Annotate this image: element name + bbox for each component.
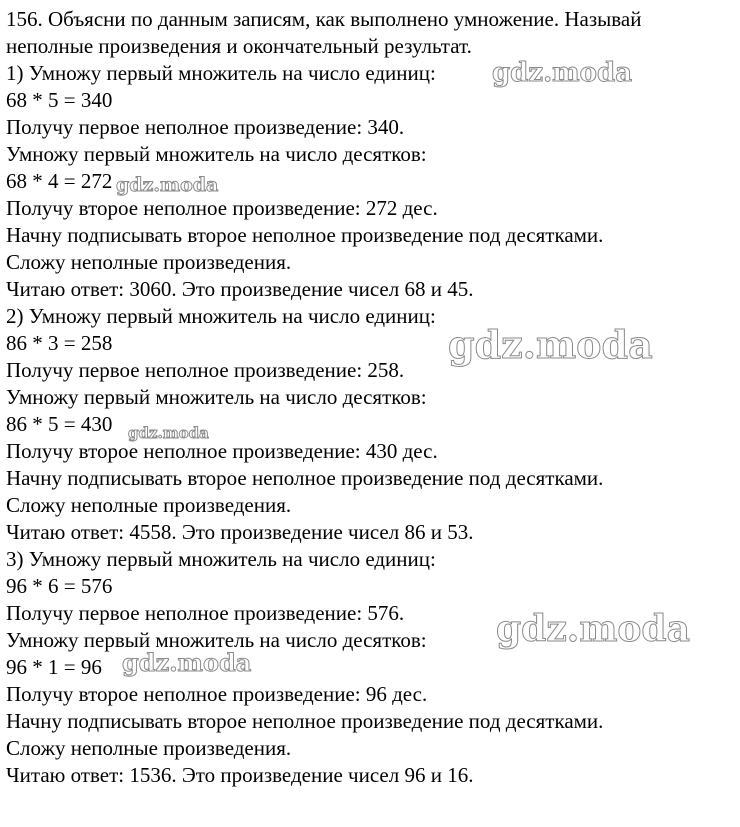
part-2-align-note: Начну подписывать второе неполное произведение под десятками. <box>6 466 604 490</box>
part-1-calc-tens: 68 * 4 = 272 <box>6 169 113 193</box>
part-1-partial-1: Получу первое неполное произведение: 340. <box>6 115 405 139</box>
part-2-calc-units: 86 * 3 = 258 <box>6 331 113 355</box>
watermark: gdz.moda <box>448 322 653 367</box>
watermark: gdz.moda <box>116 174 219 196</box>
part-3-answer: Читаю ответ: 1536. Это произведение чисел 96 и 16. <box>6 763 474 787</box>
part-1-sum-note: Сложу неполные произведения. <box>6 250 292 274</box>
part-1-answer: Читаю ответ: 3060. Это произведение чисел 68 и 45. <box>6 277 474 301</box>
part-3-partial-2: Получу второе неполное произведение: 96 дес. <box>6 682 428 706</box>
part-3-sum-note: Сложу неполные произведения. <box>6 736 292 760</box>
part-2-step-tens: Умножу первый множитель на число десятков: <box>6 385 427 409</box>
part-1-align-note: Начну подписывать второе неполное произведение под десятками. <box>6 223 604 247</box>
part-2-partial-2: Получу второе неполное произведение: 430 дес. <box>6 439 438 463</box>
part-2-step-units: 2) Умножу первый множитель на число единиц: <box>6 304 436 328</box>
task-heading-line-2: неполные произведения и окончательный результат. <box>6 34 472 58</box>
part-2-partial-1: Получу первое неполное произведение: 258. <box>6 358 405 382</box>
part-3-partial-1: Получу первое неполное произведение: 576. <box>6 601 405 625</box>
part-3-calc-tens: 96 * 1 = 96 <box>6 655 102 679</box>
part-3-step-tens: Умножу первый множитель на число десятков: <box>6 628 427 652</box>
watermark: gdz.moda <box>122 648 252 677</box>
part-2-calc-tens: 86 * 5 = 430 <box>6 412 113 436</box>
task-heading-line-1: 156. Объясни по данным записям, как выполнено умножение. Называй <box>6 7 642 31</box>
part-1-step-units: 1) Умножу первый множитель на число единиц: <box>6 61 436 85</box>
part-3-align-note: Начну подписывать второе неполное произведение под десятками. <box>6 709 604 733</box>
part-2-sum-note: Сложу неполные произведения. <box>6 493 292 517</box>
watermark: gdz.moda <box>496 608 690 650</box>
part-3-calc-units: 96 * 6 = 576 <box>6 574 113 598</box>
watermark: gdz.moda <box>128 424 209 442</box>
part-1-calc-units: 68 * 5 = 340 <box>6 88 113 112</box>
document-text <box>6 6 736 789</box>
part-1-partial-2: Получу второе неполное произведение: 272 дес. <box>6 196 438 220</box>
part-2-answer: Читаю ответ: 4558. Это произведение чисел 86 и 53. <box>6 520 474 544</box>
watermark: gdz.moda <box>492 58 633 88</box>
part-3-step-units: 3) Умножу первый множитель на число единиц: <box>6 547 436 571</box>
part-1-step-tens: Умножу первый множитель на число десятков: <box>6 142 427 166</box>
